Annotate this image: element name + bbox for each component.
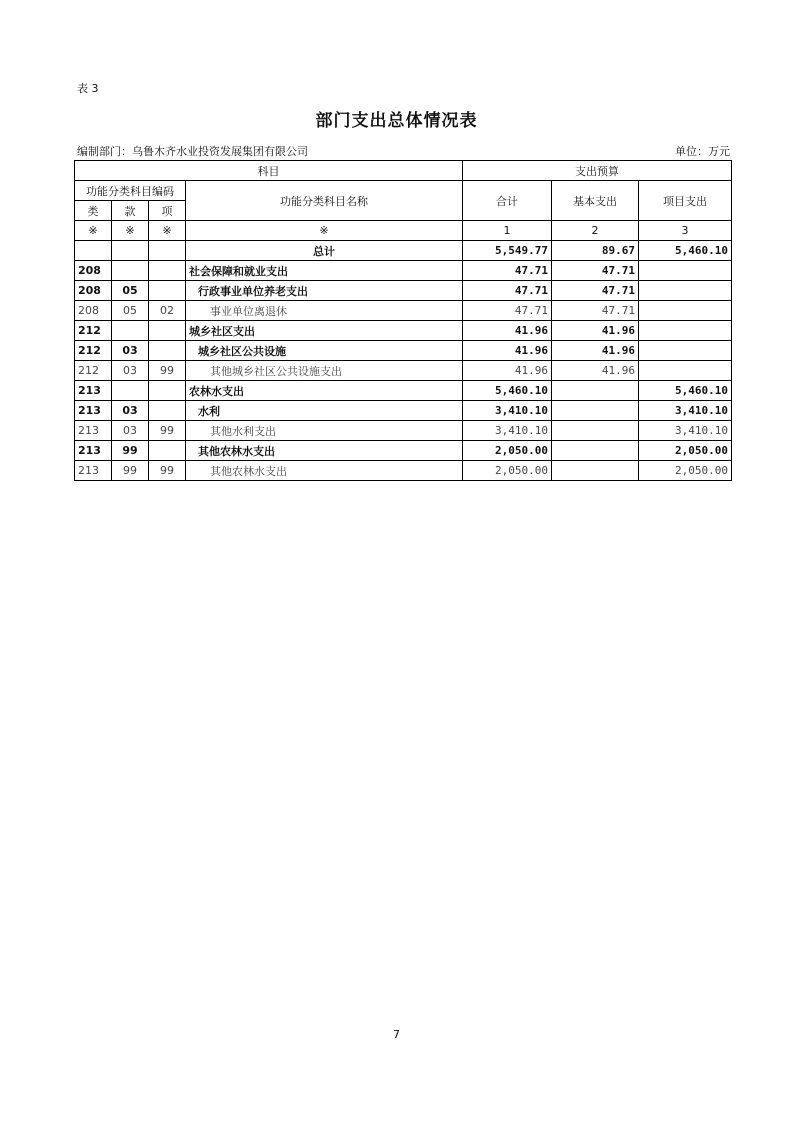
col-num-cell: 1 <box>463 221 552 241</box>
subject-name-cell: 其他农林水支出 <box>186 441 463 461</box>
basic-cell: 47.71 <box>552 281 639 301</box>
mark-cell: ※ <box>186 221 463 241</box>
code-lei-cell: 213 <box>75 381 112 401</box>
header-row-2 <box>75 181 732 201</box>
total-cell: 5,460.10 <box>463 381 552 401</box>
table-row <box>75 361 732 381</box>
subject-name-cell: 事业单位离退休 <box>186 301 463 321</box>
subject-name-cell: 社会保障和就业支出 <box>186 261 463 281</box>
basic-cell: 47.71 <box>552 261 639 281</box>
code-lei-cell: 212 <box>75 321 112 341</box>
total-cell: 3,410.10 <box>463 401 552 421</box>
header-kuan: 款 <box>112 201 149 221</box>
subject-name-cell: 其他农林水支出 <box>186 461 463 481</box>
basic-cell: 41.96 <box>552 321 639 341</box>
code-kuan-cell: 05 <box>112 301 149 321</box>
table-row <box>75 461 732 481</box>
basic-cell: 47.71 <box>552 301 639 321</box>
total-cell: 41.96 <box>463 341 552 361</box>
total-amount: 5,549.77 <box>463 241 552 261</box>
project-cell <box>639 301 732 321</box>
subject-name-cell: 水利 <box>186 401 463 421</box>
code-xiang-cell: 99 <box>149 361 186 381</box>
project-cell: 3,410.10 <box>639 421 732 441</box>
total-cell: 41.96 <box>463 321 552 341</box>
code-kuan-cell: 05 <box>112 281 149 301</box>
code-xiang-cell <box>149 281 186 301</box>
code-kuan-cell: 99 <box>112 441 149 461</box>
basic-cell <box>552 381 639 401</box>
code-lei-cell: 212 <box>75 341 112 361</box>
empty-cell <box>75 241 112 261</box>
col-num-cell: 2 <box>552 221 639 241</box>
basic-cell <box>552 421 639 441</box>
header-name: 功能分类科目名称 <box>186 181 463 221</box>
code-lei-cell: 208 <box>75 261 112 281</box>
code-lei-cell: 208 <box>75 301 112 321</box>
subject-name-cell: 行政事业单位养老支出 <box>186 281 463 301</box>
unit-label: 单位：万元 <box>675 145 730 158</box>
total-cell: 47.71 <box>463 281 552 301</box>
empty-cell <box>112 241 149 261</box>
table-row <box>75 281 732 301</box>
project-cell <box>639 361 732 381</box>
project-cell: 5,460.10 <box>639 381 732 401</box>
code-kuan-cell: 03 <box>112 341 149 361</box>
code-xiang-cell <box>149 441 186 461</box>
code-kuan-cell: 03 <box>112 361 149 381</box>
header-project: 项目支出 <box>639 181 732 221</box>
total-cell: 47.71 <box>463 261 552 281</box>
table-row <box>75 261 732 281</box>
basic-cell <box>552 441 639 461</box>
basic-cell: 41.96 <box>552 361 639 381</box>
basic-cell: 41.96 <box>552 341 639 361</box>
subject-name-cell: 农林水支出 <box>186 381 463 401</box>
page-title: 部门支出总体情况表 <box>315 111 478 131</box>
col-num-cell: 3 <box>639 221 732 241</box>
code-kuan-cell <box>112 261 149 281</box>
header-row-1 <box>75 161 732 181</box>
code-kuan-cell: 03 <box>112 421 149 441</box>
total-project: 5,460.10 <box>639 241 732 261</box>
table-row <box>75 301 732 321</box>
header-total: 合计 <box>463 181 552 221</box>
empty-cell <box>149 241 186 261</box>
code-xiang-cell: 99 <box>149 421 186 441</box>
project-cell <box>639 341 732 361</box>
header-subject: 科目 <box>75 161 463 181</box>
header-code-group: 功能分类科目编码 <box>75 181 186 201</box>
header-xiang: 项 <box>149 201 186 221</box>
page-number: 7 <box>393 1028 400 1041</box>
code-lei-cell: 213 <box>75 441 112 461</box>
total-row <box>75 241 732 261</box>
table-row <box>75 341 732 361</box>
table-row <box>75 401 732 421</box>
code-xiang-cell: 02 <box>149 301 186 321</box>
expenditure-table <box>74 160 732 481</box>
mark-cell: ※ <box>149 221 186 241</box>
table-row <box>75 381 732 401</box>
table-row <box>75 441 732 461</box>
code-kuan-cell <box>112 381 149 401</box>
header-basic: 基本支出 <box>552 181 639 221</box>
basic-cell <box>552 461 639 481</box>
header-row-4 <box>75 221 732 241</box>
subject-name-cell: 其他水利支出 <box>186 421 463 441</box>
subject-name-cell: 城乡社区支出 <box>186 321 463 341</box>
code-kuan-cell: 03 <box>112 401 149 421</box>
header-lei: 类 <box>75 201 112 221</box>
code-xiang-cell <box>149 341 186 361</box>
table-row <box>75 321 732 341</box>
subject-name-cell: 城乡社区公共设施 <box>186 341 463 361</box>
total-cell: 41.96 <box>463 361 552 381</box>
project-cell: 3,410.10 <box>639 401 732 421</box>
total-cell: 2,050.00 <box>463 461 552 481</box>
total-basic: 89.67 <box>552 241 639 261</box>
code-xiang-cell: 99 <box>149 461 186 481</box>
table-label: 表 3 <box>77 82 99 95</box>
code-xiang-cell <box>149 401 186 421</box>
mark-cell: ※ <box>75 221 112 241</box>
project-cell <box>639 261 732 281</box>
table-row <box>75 421 732 441</box>
code-xiang-cell <box>149 261 186 281</box>
header-budget: 支出预算 <box>463 161 732 181</box>
project-cell: 2,050.00 <box>639 461 732 481</box>
project-cell <box>639 281 732 301</box>
subject-name-cell: 其他城乡社区公共设施支出 <box>186 361 463 381</box>
code-lei-cell: 213 <box>75 401 112 421</box>
total-cell: 47.71 <box>463 301 552 321</box>
total-cell: 3,410.10 <box>463 421 552 441</box>
total-label: 总计 <box>186 241 463 261</box>
code-xiang-cell <box>149 321 186 341</box>
code-lei-cell: 212 <box>75 361 112 381</box>
code-lei-cell: 213 <box>75 421 112 441</box>
code-kuan-cell: 99 <box>112 461 149 481</box>
total-cell: 2,050.00 <box>463 441 552 461</box>
basic-cell <box>552 401 639 421</box>
project-cell <box>639 321 732 341</box>
code-kuan-cell <box>112 321 149 341</box>
project-cell: 2,050.00 <box>639 441 732 461</box>
department-label: 编制部门：乌鲁木齐水业投资发展集团有限公司 <box>77 145 308 158</box>
mark-cell: ※ <box>112 221 149 241</box>
code-lei-cell: 213 <box>75 461 112 481</box>
code-xiang-cell <box>149 381 186 401</box>
code-lei-cell: 208 <box>75 281 112 301</box>
